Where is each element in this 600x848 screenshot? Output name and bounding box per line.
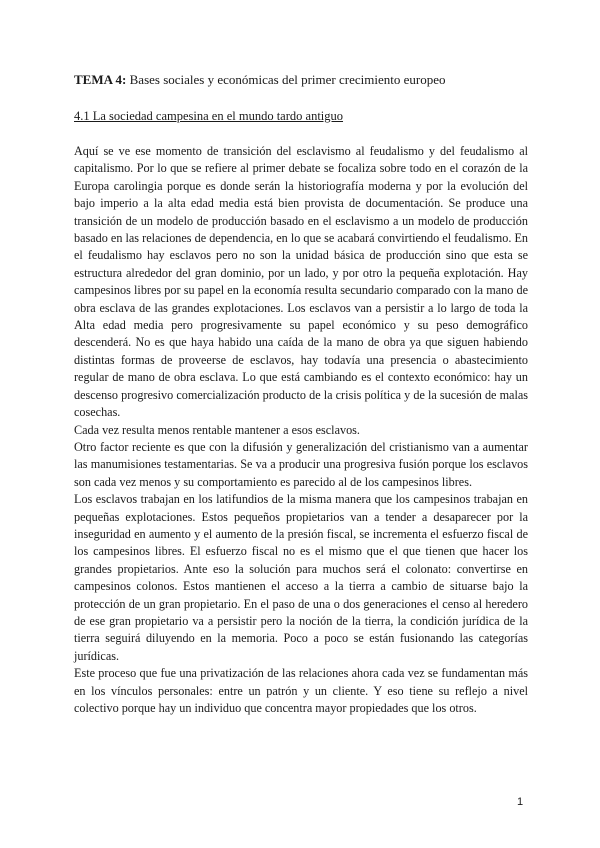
document-body: [74, 143, 528, 717]
paragraph-4: Los esclavos trabajan en los latifundios de la misma manera que los campesinos trabajan en pequeñas explotaciones. Estos pequeños propietarios van a tender a desaparecer por la inseguridad en aumento y el aumento de la presión fiscal, se incrementa el esfuerzo fiscal de los campesinos libres. El esfuerzo fiscal no es el mismo que el que tienen que hacer los grandes propietarios. Ante eso la solución para muchos será el colonato: convertirse en campesinos colonos. Estos mantienen el acceso a la tierra a cambio de situarse bajo la protección de un gran propietario. En el paso de una o dos generaciones el censo al heredero de ese gran propietario va a persistir pero la noción de la tierra, la condición jurídica de la tierra seguirá diluyendo en la memoria. Poco a poco se están fusionando las categorías jurídicas.: [74, 492, 528, 663]
paragraph-1: Aquí se ve ese momento de transición del esclavismo al feudalismo y del feudalismo al capitalismo. Por lo que se refiere al primer debate se focaliza sobre todo en el corazón de la Europa carolingia porque es donde serán la historiografía moderna y por la evolución del bajo imperio a la alta edad media está bien provista de documentación. Se produce una transición de un modelo de producción basado en el esclavismo a un modelo de producción basado en las relaciones de dependencia, en lo que se acabará convirtiendo el feudalismo. En el feudalismo hay esclavos pero no son la unidad básica de producción sino que esta se estructura alrededor del gran dominio, por un lado, y por otro la pequeña explotación. Hay campesinos libres por su papel en la economía resulta secundario comparado con la mano de obra esclava de las grandes explotaciones. Los esclavos van a persistir a lo largo de toda la Alta edad media pero progresivamente su papel económico y su peso demográfico descenderá. No es que haya habido una caída de la mano de obra ya que siguen habiendo distintas formas de proveerse de esclavos, hay todavía una presencia o abastecimiento regular de mano de obra esclava. Lo que está cambiando es el contexto económico: hay un descenso progresivo comercialización producto de la crisis política y de la sucesión de malas cosechas.: [74, 144, 528, 420]
paragraph-5: Este proceso que fue una privatización de las relaciones ahora cada vez se fundamentan más en los vínculos personales: entre un patrón y un cliente. Y eso tiene su reflejo a nivel colectivo porque hay un individuo que concentra mayor propiedades que los otros.: [74, 666, 528, 715]
section-heading: 4.1 La sociedad campesina en el mundo tardo antiguo: [74, 109, 344, 123]
paragraph-2: Cada vez resulta menos rentable mantener a esos esclavos.: [74, 422, 360, 437]
document-title: [74, 72, 534, 88]
title-label: TEMA 4:: [74, 72, 127, 87]
paragraph-3: Otro factor reciente es que con la difusión y generalización del cristianismo van a aumentar las manumisiones testamentarias. Se va a producir una progresiva fusión porque los esclavos son cada vez menos y su comportamiento es parecido al de los campesinos libres.: [74, 439, 528, 489]
title-text: Bases sociales y económicas del primer crecimiento europeo: [126, 72, 446, 87]
page-number: 1: [517, 796, 524, 808]
